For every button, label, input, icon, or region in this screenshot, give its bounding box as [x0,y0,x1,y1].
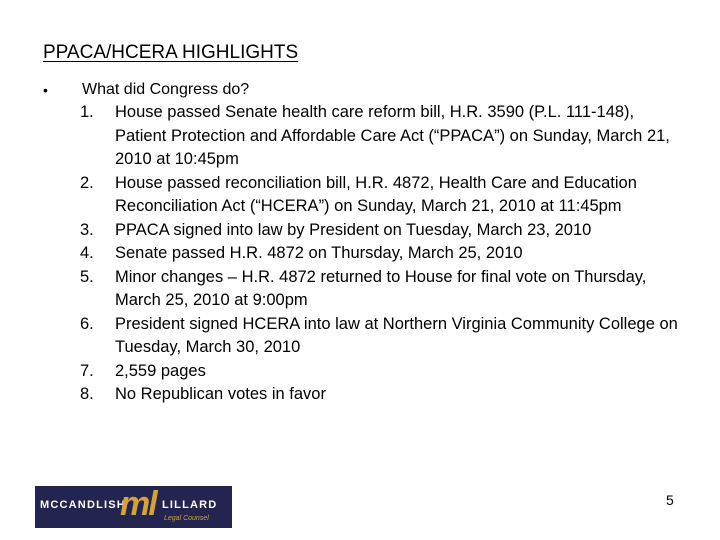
list-item [80,219,680,243]
list-item-text: Minor changes – H.R. 4872 returned to House for final vote on Thursday, March 25, 2010 at 9:00pm [115,267,647,309]
bullet-marker: • [43,82,48,98]
list-item-number: 6. [80,314,94,333]
list-item-number: 8. [80,385,94,403]
list-item [80,360,680,384]
list-item [80,242,680,266]
list-item [80,383,680,407]
page-number: 5 [666,492,674,508]
list-item [80,172,680,219]
list-item-text: President signed HCERA into law at Northern Virginia Community College on Tuesday, March 30, 2010 [115,314,678,356]
list-item [80,101,680,172]
list-item-number: 1. [80,103,94,121]
firm-logo [35,486,232,528]
logo-left-text: MCCANDLISH [40,499,126,511]
list-item-text: Senate passed H.R. 4872 on Thursday, March 25, 2010 [115,244,523,262]
list-item-text: No Republican votes in favor [115,385,326,403]
list-item-text: House passed reconciliation bill, H.R. 4872, Health Care and Education Reconciliation Act (“HCERA”) on Sunday, March 21, 2010 at 11:45pm [115,173,637,215]
slide-title: PPACA/HCERA HIGHLIGHTS [43,42,299,63]
highlights-list [80,101,680,407]
list-item-text: 2,559 pages [115,361,206,380]
logo-right-text: LILLARD [162,499,218,511]
list-item [80,266,680,313]
list-item [80,313,680,360]
list-item-number: 2. [80,173,94,192]
logo-subtitle: Legal Counsel [164,515,209,522]
list-item-number: 4. [80,244,94,262]
list-item-number: 5. [80,267,94,286]
logo-mark: ml [120,485,156,523]
question-text: What did Congress do? [82,81,250,98]
list-item-number: 7. [80,361,94,380]
list-item-text: House passed Senate health care reform bill, H.R. 3590 (P.L. 111-148), Patient Protection and Affordable Care Act (“PPACA”) on Sunday, March 21, 2010 at 10:45pm [115,103,670,168]
list-item-text: PPACA signed into law by President on Tuesday, March 23, 2010 [115,220,592,239]
list-item-number: 3. [80,220,94,239]
